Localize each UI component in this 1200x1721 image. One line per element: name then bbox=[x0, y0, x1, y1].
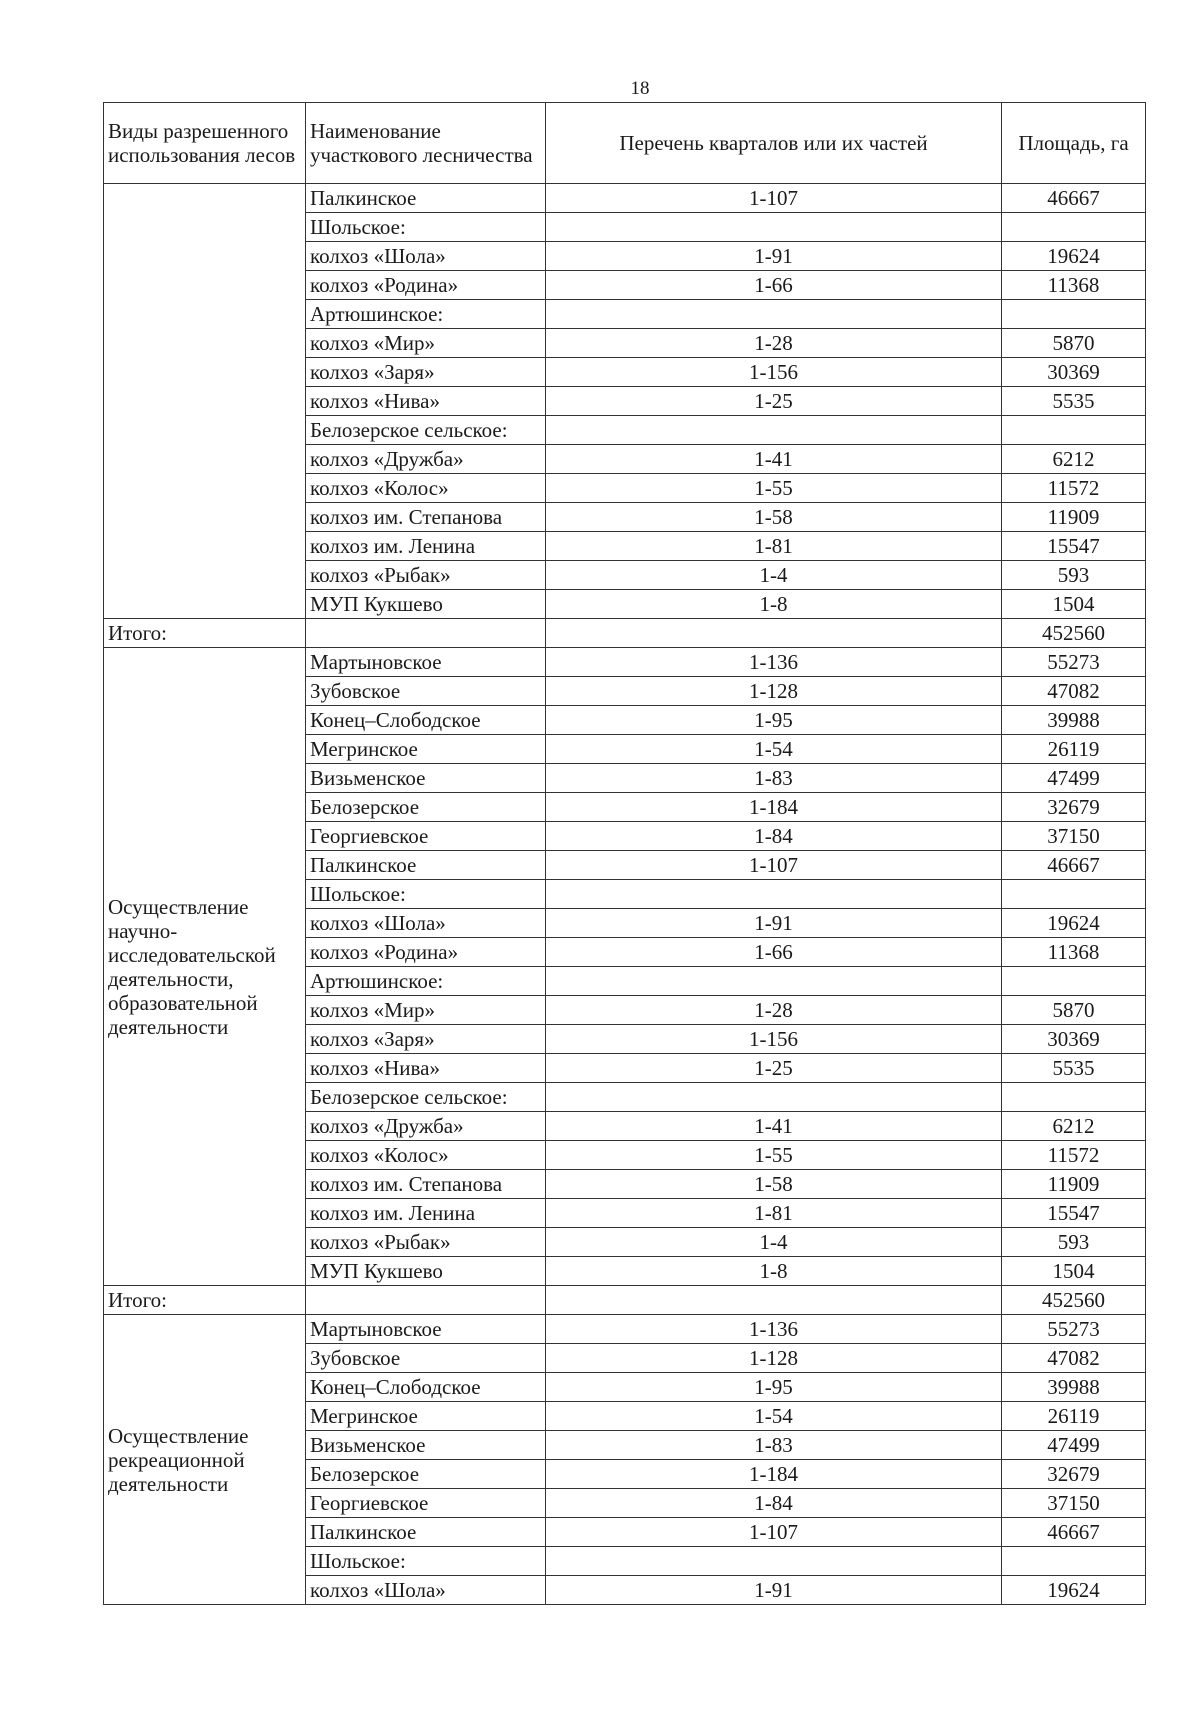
area-cell: 11572 bbox=[1002, 1141, 1146, 1170]
area-cell: 26119 bbox=[1002, 1402, 1146, 1431]
area-cell: 593 bbox=[1002, 561, 1146, 590]
area-cell: 19624 bbox=[1002, 1576, 1146, 1605]
area-cell bbox=[1002, 967, 1146, 996]
blocks-cell bbox=[546, 416, 1002, 445]
area-cell bbox=[1002, 416, 1146, 445]
forestry-name-cell: Артюшинское: bbox=[306, 300, 546, 329]
area-cell: 46667 bbox=[1002, 851, 1146, 880]
blocks-cell: 1-81 bbox=[546, 532, 1002, 561]
forestry-name-cell: колхоз «Заря» bbox=[306, 358, 546, 387]
blocks-cell: 1-184 bbox=[546, 1460, 1002, 1489]
area-cell bbox=[1002, 300, 1146, 329]
blocks-cell: 1-81 bbox=[546, 1199, 1002, 1228]
forestry-name-cell: Палкинское bbox=[306, 851, 546, 880]
area-cell: 32679 bbox=[1002, 1460, 1146, 1489]
area-cell: 11909 bbox=[1002, 503, 1146, 532]
forestry-name-cell: колхоз им. Ленина bbox=[306, 1199, 546, 1228]
use-type-cell: Осуществление рекреационной деятельности bbox=[104, 1315, 306, 1605]
page-number: 18 bbox=[630, 78, 650, 99]
table-row bbox=[104, 648, 1146, 677]
area-cell: 19624 bbox=[1002, 909, 1146, 938]
table-header-row bbox=[104, 103, 1146, 184]
forestry-name-cell: Конец–Слободское bbox=[306, 706, 546, 735]
blocks-cell: 1-54 bbox=[546, 1402, 1002, 1431]
forestry-name-cell: колхоз им. Степанова bbox=[306, 503, 546, 532]
area-cell: 593 bbox=[1002, 1228, 1146, 1257]
forestry-name-cell: колхоз «Родина» bbox=[306, 938, 546, 967]
area-cell: 30369 bbox=[1002, 358, 1146, 387]
forestry-name-cell: колхоз «Колос» bbox=[306, 474, 546, 503]
area-cell: 46667 bbox=[1002, 184, 1146, 213]
total-row bbox=[104, 1286, 1146, 1315]
blocks-cell: 1-128 bbox=[546, 677, 1002, 706]
use-type-cell bbox=[104, 184, 306, 619]
blocks-cell bbox=[546, 213, 1002, 242]
blocks-cell: 1-91 bbox=[546, 909, 1002, 938]
blocks-cell: 1-58 bbox=[546, 503, 1002, 532]
area-cell: 1504 bbox=[1002, 1257, 1146, 1286]
forestry-name-cell: колхоз «Дружба» bbox=[306, 1112, 546, 1141]
blocks-cell bbox=[546, 300, 1002, 329]
area-cell: 46667 bbox=[1002, 1518, 1146, 1547]
area-cell: 47082 bbox=[1002, 1344, 1146, 1373]
forestry-name-cell: колхоз «Дружба» bbox=[306, 445, 546, 474]
forest-use-table bbox=[103, 102, 1146, 1605]
area-cell: 11909 bbox=[1002, 1170, 1146, 1199]
blocks-cell: 1-107 bbox=[546, 184, 1002, 213]
blocks-cell: 1-84 bbox=[546, 822, 1002, 851]
area-cell bbox=[1002, 1547, 1146, 1576]
total-empty-cell bbox=[306, 619, 546, 648]
header-forestry-name: Наименование участкового лесничества bbox=[306, 103, 546, 184]
area-cell: 15547 bbox=[1002, 1199, 1146, 1228]
forestry-name-cell: Мегринское bbox=[306, 735, 546, 764]
blocks-cell: 1-25 bbox=[546, 1054, 1002, 1083]
forestry-name-cell: Шольское: bbox=[306, 880, 546, 909]
area-cell: 5870 bbox=[1002, 996, 1146, 1025]
blocks-cell: 1-83 bbox=[546, 764, 1002, 793]
forestry-name-cell: колхоз «Колос» bbox=[306, 1141, 546, 1170]
blocks-cell bbox=[546, 1083, 1002, 1112]
forestry-name-cell: МУП Кукшево bbox=[306, 1257, 546, 1286]
blocks-cell: 1-91 bbox=[546, 1576, 1002, 1605]
forestry-name-cell: Георгиевское bbox=[306, 1489, 546, 1518]
blocks-cell: 1-54 bbox=[546, 735, 1002, 764]
area-cell: 5535 bbox=[1002, 387, 1146, 416]
blocks-cell: 1-8 bbox=[546, 590, 1002, 619]
blocks-cell: 1-95 bbox=[546, 706, 1002, 735]
blocks-cell: 1-66 bbox=[546, 938, 1002, 967]
blocks-cell: 1-107 bbox=[546, 1518, 1002, 1547]
blocks-cell: 1-136 bbox=[546, 648, 1002, 677]
total-empty-cell bbox=[546, 619, 1002, 648]
area-cell: 1504 bbox=[1002, 590, 1146, 619]
forestry-name-cell: колхоз им. Ленина bbox=[306, 532, 546, 561]
blocks-cell: 1-4 bbox=[546, 561, 1002, 590]
blocks-cell bbox=[546, 880, 1002, 909]
forestry-name-cell: Шольское: bbox=[306, 213, 546, 242]
blocks-cell: 1-91 bbox=[546, 242, 1002, 271]
area-cell: 19624 bbox=[1002, 242, 1146, 271]
area-cell: 47499 bbox=[1002, 1431, 1146, 1460]
forestry-name-cell: Зубовское bbox=[306, 677, 546, 706]
forestry-name-cell: колхоз «Мир» bbox=[306, 329, 546, 358]
area-cell: 5535 bbox=[1002, 1054, 1146, 1083]
forestry-name-cell: Белозерское bbox=[306, 793, 546, 822]
blocks-cell: 1-107 bbox=[546, 851, 1002, 880]
area-cell bbox=[1002, 880, 1146, 909]
area-cell: 55273 bbox=[1002, 1315, 1146, 1344]
area-cell: 11368 bbox=[1002, 938, 1146, 967]
blocks-cell: 1-83 bbox=[546, 1431, 1002, 1460]
forestry-name-cell: колхоз «Заря» bbox=[306, 1025, 546, 1054]
area-cell: 47499 bbox=[1002, 764, 1146, 793]
total-row bbox=[104, 619, 1146, 648]
area-cell: 39988 bbox=[1002, 1373, 1146, 1402]
forestry-name-cell: Конец–Слободское bbox=[306, 1373, 546, 1402]
total-empty-cell bbox=[306, 1286, 546, 1315]
blocks-cell: 1-156 bbox=[546, 1025, 1002, 1054]
forestry-name-cell: Белозерское сельское: bbox=[306, 1083, 546, 1112]
blocks-cell: 1-95 bbox=[546, 1373, 1002, 1402]
forestry-name-cell: колхоз «Рыбак» bbox=[306, 561, 546, 590]
blocks-cell: 1-41 bbox=[546, 1112, 1002, 1141]
table-row bbox=[104, 184, 1146, 213]
total-empty-cell bbox=[546, 1286, 1002, 1315]
blocks-cell: 1-136 bbox=[546, 1315, 1002, 1344]
forestry-name-cell: колхоз «Шола» bbox=[306, 909, 546, 938]
area-cell: 55273 bbox=[1002, 648, 1146, 677]
forestry-name-cell: Артюшинское: bbox=[306, 967, 546, 996]
area-cell: 32679 bbox=[1002, 793, 1146, 822]
total-area: 452560 bbox=[1002, 619, 1146, 648]
total-label: Итого: bbox=[104, 619, 306, 648]
use-type-cell: Осуществление научно-исследовательской деятельности, образовательной деятельности bbox=[104, 648, 306, 1286]
table-row bbox=[104, 1315, 1146, 1344]
blocks-cell: 1-55 bbox=[546, 1141, 1002, 1170]
blocks-cell: 1-41 bbox=[546, 445, 1002, 474]
forestry-name-cell: колхоз «Нива» bbox=[306, 1054, 546, 1083]
forestry-name-cell: колхоз «Шола» bbox=[306, 242, 546, 271]
blocks-cell: 1-128 bbox=[546, 1344, 1002, 1373]
forestry-name-cell: Визьменское bbox=[306, 1431, 546, 1460]
blocks-cell: 1-25 bbox=[546, 387, 1002, 416]
forestry-name-cell: колхоз «Нива» bbox=[306, 387, 546, 416]
area-cell: 47082 bbox=[1002, 677, 1146, 706]
area-cell: 37150 bbox=[1002, 822, 1146, 851]
blocks-cell: 1-66 bbox=[546, 271, 1002, 300]
forestry-name-cell: колхоз «Рыбак» bbox=[306, 1228, 546, 1257]
area-cell: 26119 bbox=[1002, 735, 1146, 764]
total-label: Итого: bbox=[104, 1286, 306, 1315]
area-cell: 37150 bbox=[1002, 1489, 1146, 1518]
header-blocks-list: Перечень кварталов или их частей bbox=[546, 103, 1002, 184]
forestry-name-cell: колхоз «Родина» bbox=[306, 271, 546, 300]
area-cell: 11572 bbox=[1002, 474, 1146, 503]
total-area: 452560 bbox=[1002, 1286, 1146, 1315]
header-area: Площадь, га bbox=[1002, 103, 1146, 184]
area-cell bbox=[1002, 213, 1146, 242]
blocks-cell: 1-8 bbox=[546, 1257, 1002, 1286]
area-cell: 39988 bbox=[1002, 706, 1146, 735]
blocks-cell: 1-84 bbox=[546, 1489, 1002, 1518]
area-cell bbox=[1002, 1083, 1146, 1112]
blocks-cell: 1-156 bbox=[546, 358, 1002, 387]
forestry-name-cell: Палкинское bbox=[306, 1518, 546, 1547]
blocks-cell: 1-184 bbox=[546, 793, 1002, 822]
blocks-cell bbox=[546, 967, 1002, 996]
forestry-name-cell: Визьменское bbox=[306, 764, 546, 793]
forestry-name-cell: Мегринское bbox=[306, 1402, 546, 1431]
blocks-cell: 1-28 bbox=[546, 329, 1002, 358]
area-cell: 6212 bbox=[1002, 445, 1146, 474]
area-cell: 11368 bbox=[1002, 271, 1146, 300]
area-cell: 15547 bbox=[1002, 532, 1146, 561]
header-use-types: Виды разрешенного использования лесов bbox=[104, 103, 306, 184]
area-cell: 6212 bbox=[1002, 1112, 1146, 1141]
forestry-name-cell: колхоз «Мир» bbox=[306, 996, 546, 1025]
area-cell: 5870 bbox=[1002, 329, 1146, 358]
forestry-name-cell: Мартыновское bbox=[306, 1315, 546, 1344]
forestry-name-cell: Палкинское bbox=[306, 184, 546, 213]
area-cell: 30369 bbox=[1002, 1025, 1146, 1054]
blocks-cell: 1-4 bbox=[546, 1228, 1002, 1257]
forestry-name-cell: Зубовское bbox=[306, 1344, 546, 1373]
forestry-name-cell: колхоз им. Степанова bbox=[306, 1170, 546, 1199]
forestry-name-cell: колхоз «Шола» bbox=[306, 1576, 546, 1605]
blocks-cell: 1-55 bbox=[546, 474, 1002, 503]
forestry-name-cell: Белозерское сельское: bbox=[306, 416, 546, 445]
blocks-cell: 1-58 bbox=[546, 1170, 1002, 1199]
forestry-name-cell: МУП Кукшево bbox=[306, 590, 546, 619]
forestry-name-cell: Георгиевское bbox=[306, 822, 546, 851]
blocks-cell: 1-28 bbox=[546, 996, 1002, 1025]
blocks-cell bbox=[546, 1547, 1002, 1576]
forestry-name-cell: Мартыновское bbox=[306, 648, 546, 677]
forestry-name-cell: Шольское: bbox=[306, 1547, 546, 1576]
forestry-name-cell: Белозерское bbox=[306, 1460, 546, 1489]
